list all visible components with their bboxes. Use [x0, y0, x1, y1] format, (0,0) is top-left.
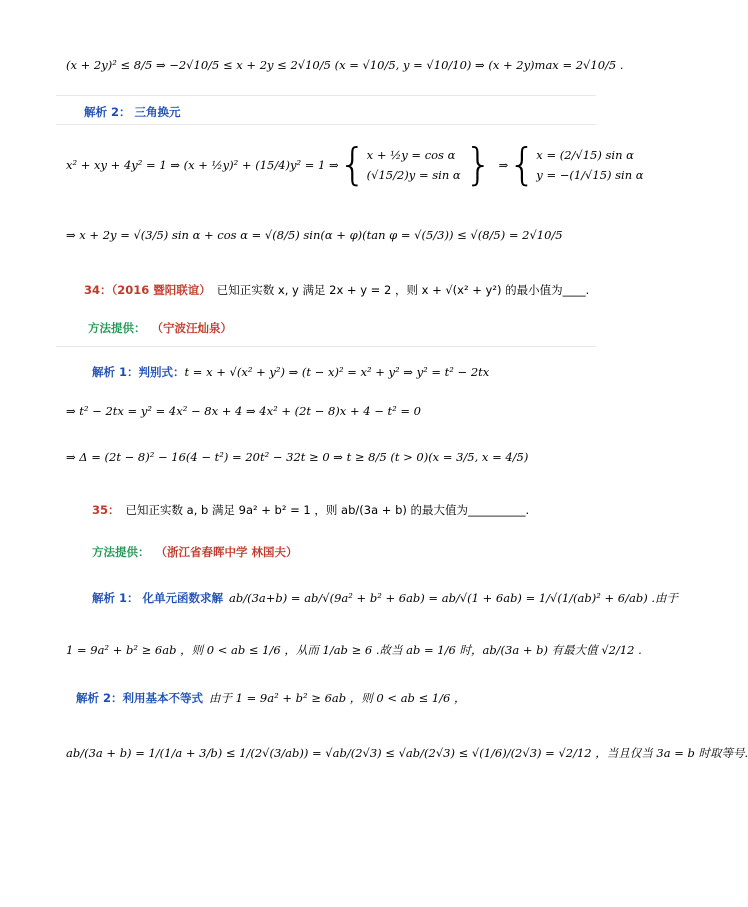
system-2: x = (2/√15) sin α y = −(1/√15) sin α	[536, 148, 644, 182]
solution-1-discriminant: 解析 1：判别式： t = x + √(x² + y²) ⇒ (t − x)² = x² + y² ⇒ y² = t² − 2tx	[92, 365, 490, 379]
eq-line-8: 1 = 9a² + b² ≥ 6ab ，则 0 < ab ≤ 1/6 ，从而 1/ab ≥ 6 .故当 ab = 1/6 时，ab/(3a + b) 有最大值 √2/12 .	[66, 643, 642, 657]
solution-2-inequality: 解析 2：利用基本不等式 由于 1 = 9a² + b² ≥ 6ab ，则 0 < ab ≤ 1/6 ，	[76, 691, 466, 705]
eq-line-1: (x + 2y)² ≤ 8/5 ⇒ −2√10/5 ≤ x + 2y ≤ 2√10/5 (x = √10/5, y = √10/10) ⇒ (x + 2y)max = 2√10/5 .	[66, 58, 624, 72]
system-1: x + ½y = cos α (√15/2)y = sin α	[366, 148, 461, 182]
divider	[56, 95, 596, 96]
question-35: 35： 已知正实数 a, b 满足 9a² + b² = 1 ，则 ab/(3a + b) 的最大值为__________.	[92, 503, 530, 517]
eq-line-2: x² + xy + 4y² = 1 ⇒ (x + ½y)² + (15/4)y² = 1 ⇒ { x + ½y = cos α (√15/2)y = sin α } ⇒ { x = (2/√15) sin α y = −(1/√15) sin α	[66, 139, 644, 190]
method-credit-2: 方法提供： （浙江省春晖中学 林国夫）	[92, 545, 298, 559]
solution-1-single-variable: 解析 1： 化单元函数求解 ab/(3a+b) = ab/√(9a² + b² + 6ab) = ab/√(1 + 6ab) = 1/√(1/(ab)² + 6/ab) .由于	[92, 591, 679, 605]
eq-line-5: ⇒ t² − 2tx = y² = 4x² − 8x + 4 ⇒ 4x² + (2t − 8)x + 4 − t² = 0	[66, 404, 421, 418]
eq-line-10: ab/(3a + b) = 1/(1/a + 3/b) ≤ 1/(2√(3/ab)) = √ab/(2√3) ≤ √ab/(2√3) ≤ √(1/6)/(2√3) = √2/12 ，当且仅当 3a = b 时取等号.	[66, 746, 748, 760]
eq-line-3: ⇒ x + 2y = √(3/5) sin α + cos α = √(8/5) sin(α + φ)(tan φ = √(5/3)) ≤ √(8/5) = 2√10/5	[66, 228, 563, 242]
divider	[56, 124, 596, 125]
eq-line-6: ⇒ Δ = (2t − 8)² − 16(4 − t²) = 20t² − 32t ≥ 0 ⇒ t ≥ 8/5 (t > 0)(x = 3/5, x = 4/5)	[66, 450, 529, 464]
question-34: 34：（2016 暨阳联谊） 已知正实数 x, y 满足 2x + y = 2 ，则 x + √(x² + y²) 的最小值为____.	[84, 283, 590, 297]
method-credit-1: 方法提供： （宁波汪灿泉）	[88, 321, 232, 335]
solution-2-heading: 解析 2： 三角换元	[84, 105, 181, 119]
divider	[56, 346, 596, 347]
